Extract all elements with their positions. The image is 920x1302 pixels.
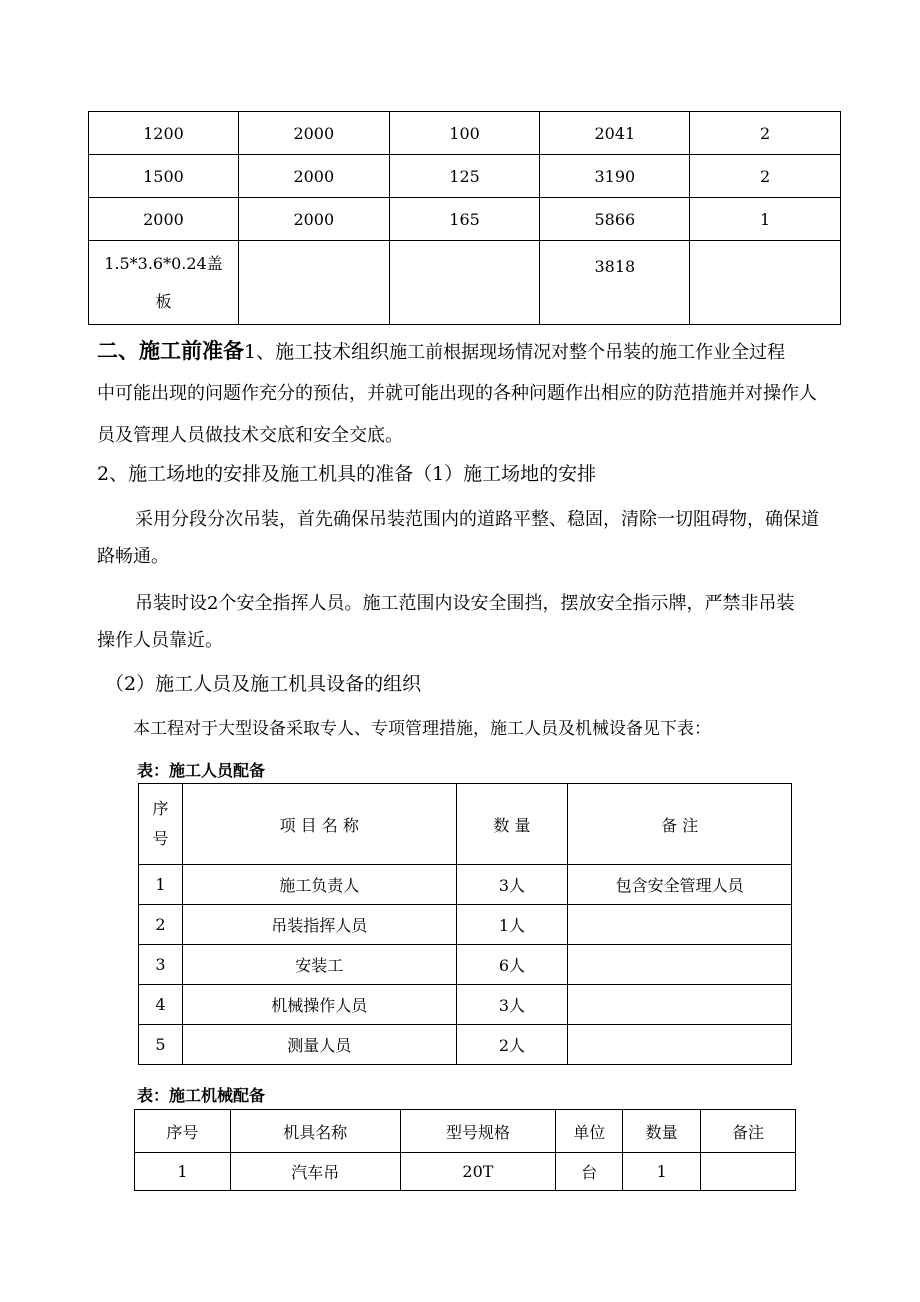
table-cell: 125 [389,155,540,198]
header-cell: 机具名称 [230,1110,400,1153]
table-row [89,155,841,198]
table-row [139,945,792,985]
table-cell [568,985,792,1025]
machine-table-caption: 表：施工机械配备 [137,1086,266,1105]
table-header-row [135,1110,796,1153]
paragraph-line: 操作人员靠近。 [97,630,223,651]
table-cell: 1人 [456,905,568,945]
table-cell: 2 [690,155,841,198]
top-table [88,111,841,325]
table-cell: 测量人员 [182,1025,456,1065]
table-cell: 2000 [238,198,389,241]
header-cell: 型号规格 [400,1110,556,1153]
table-cell: 2041 [540,112,690,155]
table-cell: 100 [389,112,540,155]
paragraph-line: 吊装时设2个安全指挥人员。施工范围内设安全围挡，摆放安全指示牌，严禁非吊装 [135,593,795,614]
table-cell: 20T [400,1153,556,1191]
header-cell: 备注 [701,1110,796,1153]
header-cell: 单位 [556,1110,623,1153]
cover-plate-line2: 板 [155,291,172,311]
table-row [89,198,841,241]
header-cell: 数量 [623,1110,701,1153]
table-cell: 1200 [89,112,239,155]
table-cell [568,1025,792,1065]
table-cell: 1 [690,198,841,241]
table-row [139,905,792,945]
table-row [135,1153,796,1191]
table-cell: 5866 [540,198,690,241]
header-cell-qty: 数 量 [456,784,568,865]
table-cell: 台 [556,1153,623,1191]
header-cell-note: 备 注 [568,784,792,865]
table-cell: 2000 [89,198,239,241]
table-cell [238,241,389,325]
sub-heading: 1、施工技术组织 [244,341,390,363]
header-cell: 序号 [135,1110,231,1153]
table-cell: 吊装指挥人员 [182,905,456,945]
header-no-line2: 号 [152,829,169,848]
table-row [139,985,792,1025]
table-cell [568,945,792,985]
paragraph-line: 员及管理人员做技术交底和安全交底。 [97,425,403,446]
table-cell [89,241,239,325]
paragraph-line: 采用分段分次吊装，首先确保吊装范围内的道路平整、稳固，清除一切阻碍物，确保道 [135,509,819,530]
table-cell: 3190 [540,155,690,198]
table-cell: 2000 [238,155,389,198]
header-cell-no [139,784,183,865]
section-heading-paragraph [97,331,857,373]
table-cell [389,241,540,325]
table-cell: 3人 [456,985,568,1025]
paragraph-text: 施工前根据现场情况对整个吊装的施工作业全过程 [389,342,786,363]
table-cell: 3 [139,945,183,985]
header-cell-name: 项 目 名 称 [182,784,456,865]
table-row [139,865,792,905]
paragraph-organization: （2）施工人员及施工机具设备的组织 [105,673,422,695]
table-row [89,112,841,155]
table-cell: 6人 [456,945,568,985]
table-cell: 汽车吊 [230,1153,400,1191]
table-cell: 包含安全管理人员 [568,865,792,905]
table-cell: 2 [690,112,841,155]
machine-table [134,1109,796,1191]
table-cell [690,241,841,325]
table-cell: 1 [623,1153,701,1191]
table-cell: 1500 [89,155,239,198]
paragraph-line: 中可能出现的问题作充分的预估，并就可能出现的各种问题作出相应的防范措施并对操作人 [97,383,817,404]
personnel-table [138,783,792,1065]
paragraph-line: 路畅通。 [97,546,169,567]
table-cell [701,1153,796,1191]
table-cell: 5 [139,1025,183,1065]
paragraph-site-arrangement: 2、施工场地的安排及施工机具的准备（1）施工场地的安排 [97,463,597,485]
table-cell: 2 [139,905,183,945]
table-cell: 2人 [456,1025,568,1065]
personnel-table-caption: 表：施工人员配备 [137,761,266,780]
header-no-line1: 序 [152,799,169,818]
table-cell: 2000 [238,112,389,155]
table-cell: 安装工 [182,945,456,985]
table-row [139,1025,792,1065]
cover-plate-line1: 1.5*3.6*0.24盖 [104,253,223,273]
table-cell [568,905,792,945]
table-cell: 施工负责人 [182,865,456,905]
table-cell: 1 [139,865,183,905]
section-heading: 二、施工前准备 [97,338,244,363]
table-cell: 机械操作人员 [182,985,456,1025]
table-row [89,241,841,325]
table-cell: 4 [139,985,183,1025]
table-cell: 165 [389,198,540,241]
table-header-row [139,784,792,865]
table-cell: 3818 [540,241,690,325]
table-cell: 3人 [456,865,568,905]
paragraph-line: 本工程对于大型设备采取专人、专项管理措施，施工人员及机械设备见下表： [133,719,711,739]
table-cell: 1 [135,1153,231,1191]
